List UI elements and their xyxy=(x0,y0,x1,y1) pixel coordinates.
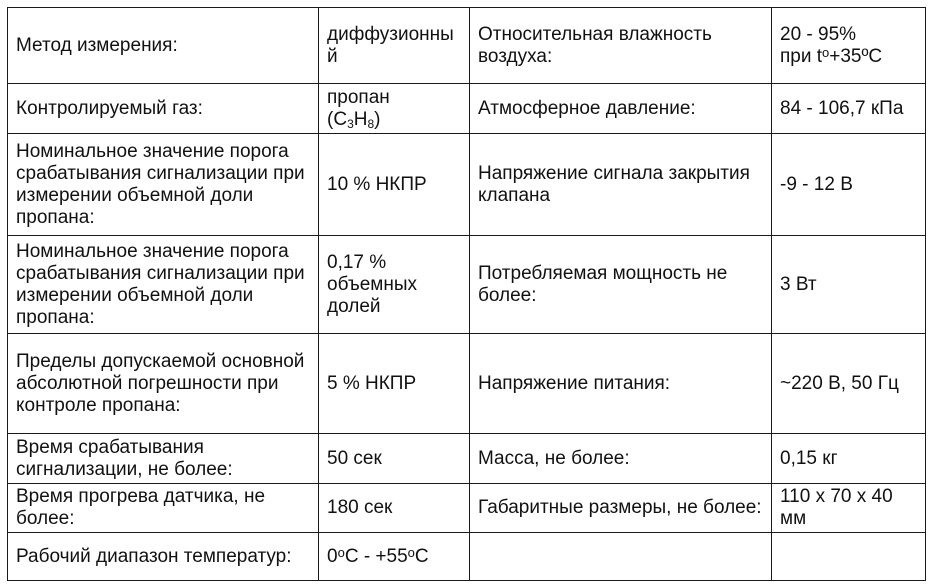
gas-name: пропан xyxy=(327,86,390,108)
cell-response-time-label: Время срабатывания сигнализации, не более: xyxy=(8,434,319,484)
cell-gas-value xyxy=(319,84,470,134)
cell-dimensions-value: 110 х 70 х 40 мм xyxy=(772,484,926,533)
cell-response-time-value: 50 сек xyxy=(319,434,470,484)
formula-part: H xyxy=(353,108,368,130)
formula-subscript: 8 xyxy=(367,116,375,131)
cell-humidity-value xyxy=(772,8,926,84)
cell-threshold-nkpr-value: 10 % НКПР xyxy=(319,134,470,236)
cell-temperature-range-value xyxy=(319,533,470,581)
table-row xyxy=(8,8,926,84)
cell-warmup-time-value: 180 сек xyxy=(319,484,470,533)
cell-empty xyxy=(470,533,772,581)
cell-measurement-method-value: диффузионный xyxy=(319,8,470,84)
cell-threshold-volume-value: 0,17 % объемных долей xyxy=(319,236,470,334)
cell-mass-label: Масса, не более: xyxy=(470,434,772,484)
humidity-condition-temp: +35ºC xyxy=(829,45,883,67)
formula-part: ) xyxy=(374,108,381,130)
table-row xyxy=(8,484,926,533)
cell-dimensions-label: Габаритные размеры, не более: xyxy=(470,484,772,533)
temp-from: 0 xyxy=(327,545,338,567)
humidity-condition-prefix: при t xyxy=(780,45,823,67)
temp-unit: C xyxy=(414,545,429,567)
humidity-condition xyxy=(780,46,917,68)
table-row xyxy=(8,434,926,484)
table-row xyxy=(8,533,926,581)
gas-formula xyxy=(327,109,461,131)
formula-part: (C xyxy=(327,108,348,130)
cell-mass-value: 0,15 кг xyxy=(772,434,926,484)
cell-warmup-time-label: Время прогрева датчика, не более: xyxy=(8,484,319,533)
spec-table xyxy=(7,7,926,581)
cell-gas-label: Контролируемый газ: xyxy=(8,84,319,134)
formula-subscript: 3 xyxy=(347,116,354,131)
degree-mark: o xyxy=(407,544,415,560)
cell-supply-voltage-value: ~220 В, 50 Гц xyxy=(772,334,926,434)
table-row xyxy=(8,334,926,434)
table-row xyxy=(8,236,926,334)
degree-mark: o xyxy=(337,544,345,560)
cell-threshold-nkpr-label: Номинальное значение порога срабатывания сигнализации при измерении объемной доли пропана: xyxy=(8,134,319,236)
humidity-range: 20 - 95% xyxy=(780,23,857,45)
cell-empty xyxy=(772,533,926,581)
cell-valve-voltage-label: Напряжение сигнала закрытия клапана xyxy=(470,134,772,236)
cell-temperature-range-label: Рабочий диапазон температур: xyxy=(8,533,319,581)
cell-supply-voltage-label: Напряжение питания: xyxy=(470,334,772,434)
temp-to: C - +55 xyxy=(344,545,408,567)
cell-valve-voltage-value: -9 - 12 В xyxy=(772,134,926,236)
cell-power-value: 3 Вт xyxy=(772,236,926,334)
cell-threshold-volume-label: Номинальное значение порога срабатывания сигнализации при измерении объемной доли пропана: xyxy=(8,236,319,334)
cell-pressure-label: Атмосферное давление: xyxy=(470,84,772,134)
cell-measurement-method-label: Метод измерения: xyxy=(8,8,319,84)
degree-mark: o xyxy=(822,44,830,60)
cell-power-label: Потребляемая мощность не более: xyxy=(470,236,772,334)
table-row xyxy=(8,84,926,134)
cell-error-limit-label: Пределы допускаемой основной абсолютной погрешности при контроле пропана: xyxy=(8,334,319,434)
cell-error-limit-value: 5 % НКПР xyxy=(319,334,470,434)
cell-humidity-label: Относительная влажность воздуха: xyxy=(470,8,772,84)
table-row xyxy=(8,134,926,236)
cell-pressure-value: 84 - 106,7 кПа xyxy=(772,84,926,134)
